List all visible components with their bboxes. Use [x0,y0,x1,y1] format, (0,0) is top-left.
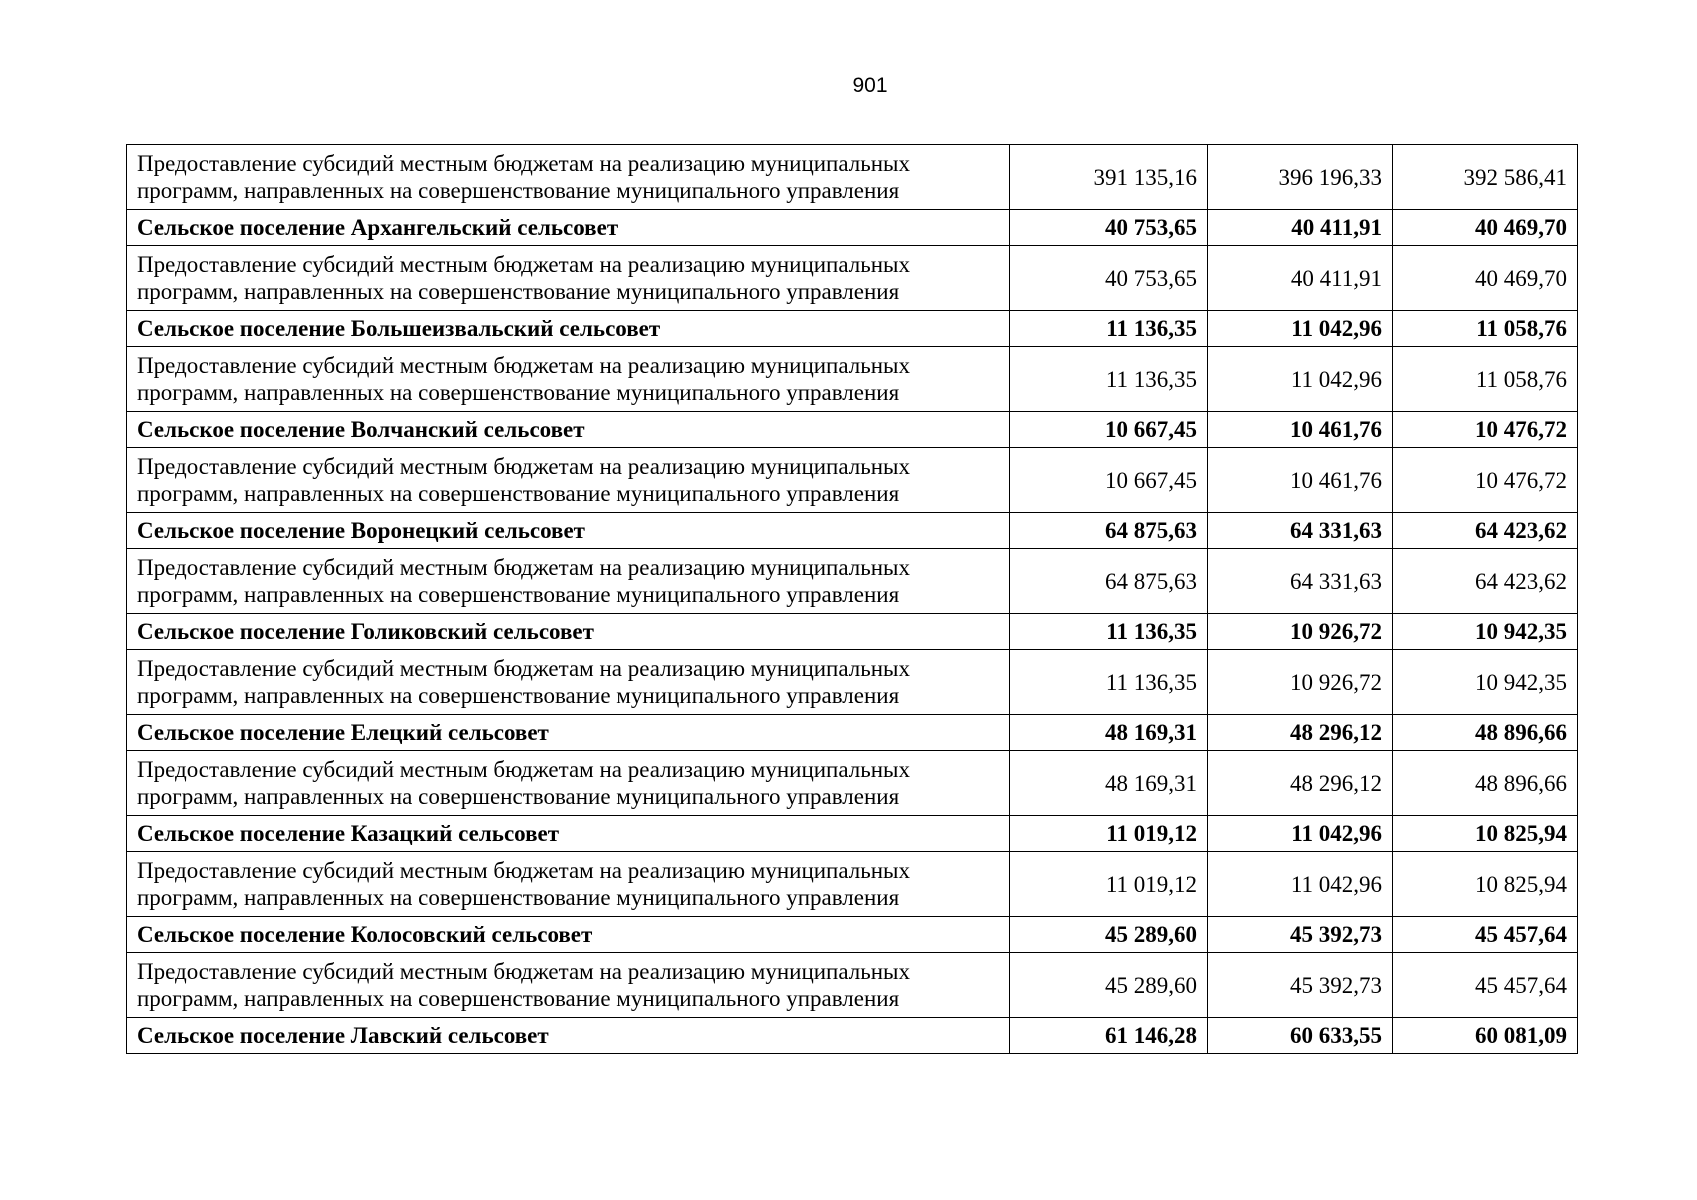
row-value-3: 10 942,35 [1393,614,1578,650]
table-row [127,715,1578,751]
row-value-1: 64 875,63 [1010,549,1208,614]
row-value-3: 48 896,66 [1393,715,1578,751]
row-value-1: 40 753,65 [1010,210,1208,246]
row-value-1: 11 019,12 [1010,816,1208,852]
row-value-3: 40 469,70 [1393,246,1578,311]
table-row [127,448,1578,513]
row-value-1: 40 753,65 [1010,246,1208,311]
row-value-3: 60 081,09 [1393,1018,1578,1054]
row-value-3: 40 469,70 [1393,210,1578,246]
table-row [127,852,1578,917]
row-value-2: 45 392,73 [1208,953,1393,1018]
row-name: Предоставление субсидий местным бюджетам на реализацию муниципальных программ, направленных на совершенствование муниципального управления [127,448,1010,513]
row-name: Предоставление субсидий местным бюджетам на реализацию муниципальных программ, направленных на совершенствование муниципального управления [127,953,1010,1018]
row-value-3: 64 423,62 [1393,549,1578,614]
row-value-2: 396 196,33 [1208,145,1393,210]
row-name: Сельское поселение Волчанский сельсовет [127,412,1010,448]
row-name: Сельское поселение Архангельский сельсовет [127,210,1010,246]
row-value-2: 60 633,55 [1208,1018,1393,1054]
row-value-1: 61 146,28 [1010,1018,1208,1054]
row-name: Предоставление субсидий местным бюджетам на реализацию муниципальных программ, направленных на совершенствование муниципального управления [127,145,1010,210]
row-name: Сельское поселение Воронецкий сельсовет [127,513,1010,549]
row-value-2: 10 926,72 [1208,614,1393,650]
row-value-2: 11 042,96 [1208,852,1393,917]
row-name: Предоставление субсидий местным бюджетам на реализацию муниципальных программ, направленных на совершенствование муниципального управления [127,751,1010,816]
row-value-1: 10 667,45 [1010,448,1208,513]
row-value-2: 11 042,96 [1208,816,1393,852]
row-name: Сельское поселение Колосовский сельсовет [127,917,1010,953]
row-value-3: 45 457,64 [1393,953,1578,1018]
table-row [127,246,1578,311]
row-value-2: 11 042,96 [1208,347,1393,412]
table-row [127,513,1578,549]
row-name: Предоставление субсидий местным бюджетам на реализацию муниципальных программ, направленных на совершенствование муниципального управления [127,549,1010,614]
table-row [127,412,1578,448]
row-name: Предоставление субсидий местным бюджетам на реализацию муниципальных программ, направленных на совершенствование муниципального управления [127,347,1010,412]
row-value-1: 48 169,31 [1010,715,1208,751]
table-row [127,917,1578,953]
table-row [127,614,1578,650]
row-value-1: 10 667,45 [1010,412,1208,448]
row-value-3: 45 457,64 [1393,917,1578,953]
row-value-1: 11 136,35 [1010,614,1208,650]
row-value-3: 10 942,35 [1393,650,1578,715]
table-row [127,650,1578,715]
row-value-2: 10 461,76 [1208,448,1393,513]
row-value-2: 64 331,63 [1208,549,1393,614]
table-row [127,347,1578,412]
row-value-3: 11 058,76 [1393,311,1578,347]
row-value-3: 64 423,62 [1393,513,1578,549]
table-row [127,751,1578,816]
row-value-2: 40 411,91 [1208,210,1393,246]
row-value-1: 64 875,63 [1010,513,1208,549]
row-value-2: 10 461,76 [1208,412,1393,448]
row-value-2: 48 296,12 [1208,751,1393,816]
row-value-3: 10 476,72 [1393,412,1578,448]
row-value-3: 10 825,94 [1393,852,1578,917]
row-value-2: 48 296,12 [1208,715,1393,751]
row-value-3: 48 896,66 [1393,751,1578,816]
row-name: Сельское поселение Елецкий сельсовет [127,715,1010,751]
row-name: Предоставление субсидий местным бюджетам на реализацию муниципальных программ, направленных на совершенствование муниципального управления [127,852,1010,917]
row-value-1: 391 135,16 [1010,145,1208,210]
table-row [127,210,1578,246]
row-value-3: 10 825,94 [1393,816,1578,852]
row-value-1: 11 136,35 [1010,650,1208,715]
row-value-3: 10 476,72 [1393,448,1578,513]
row-value-3: 392 586,41 [1393,145,1578,210]
table-row [127,311,1578,347]
row-name: Предоставление субсидий местным бюджетам на реализацию муниципальных программ, направленных на совершенствование муниципального управления [127,246,1010,311]
row-name: Сельское поселение Лавский сельсовет [127,1018,1010,1054]
row-name: Предоставление субсидий местным бюджетам на реализацию муниципальных программ, направленных на совершенствование муниципального управления [127,650,1010,715]
row-value-1: 48 169,31 [1010,751,1208,816]
budget-table [126,144,1578,1054]
row-value-1: 11 136,35 [1010,347,1208,412]
row-value-2: 64 331,63 [1208,513,1393,549]
row-value-1: 45 289,60 [1010,953,1208,1018]
row-value-2: 40 411,91 [1208,246,1393,311]
row-value-1: 11 019,12 [1010,852,1208,917]
table-row [127,145,1578,210]
row-name: Сельское поселение Казацкий сельсовет [127,816,1010,852]
row-name: Сельское поселение Голиковский сельсовет [127,614,1010,650]
table-row [127,816,1578,852]
table-row [127,953,1578,1018]
table-row [127,549,1578,614]
row-value-2: 45 392,73 [1208,917,1393,953]
row-value-1: 45 289,60 [1010,917,1208,953]
row-name: Сельское поселение Большеизвальский сельсовет [127,311,1010,347]
row-value-2: 11 042,96 [1208,311,1393,347]
table-row [127,1018,1578,1054]
row-value-2: 10 926,72 [1208,650,1393,715]
row-value-3: 11 058,76 [1393,347,1578,412]
page-number: 901 [852,74,888,97]
row-value-1: 11 136,35 [1010,311,1208,347]
